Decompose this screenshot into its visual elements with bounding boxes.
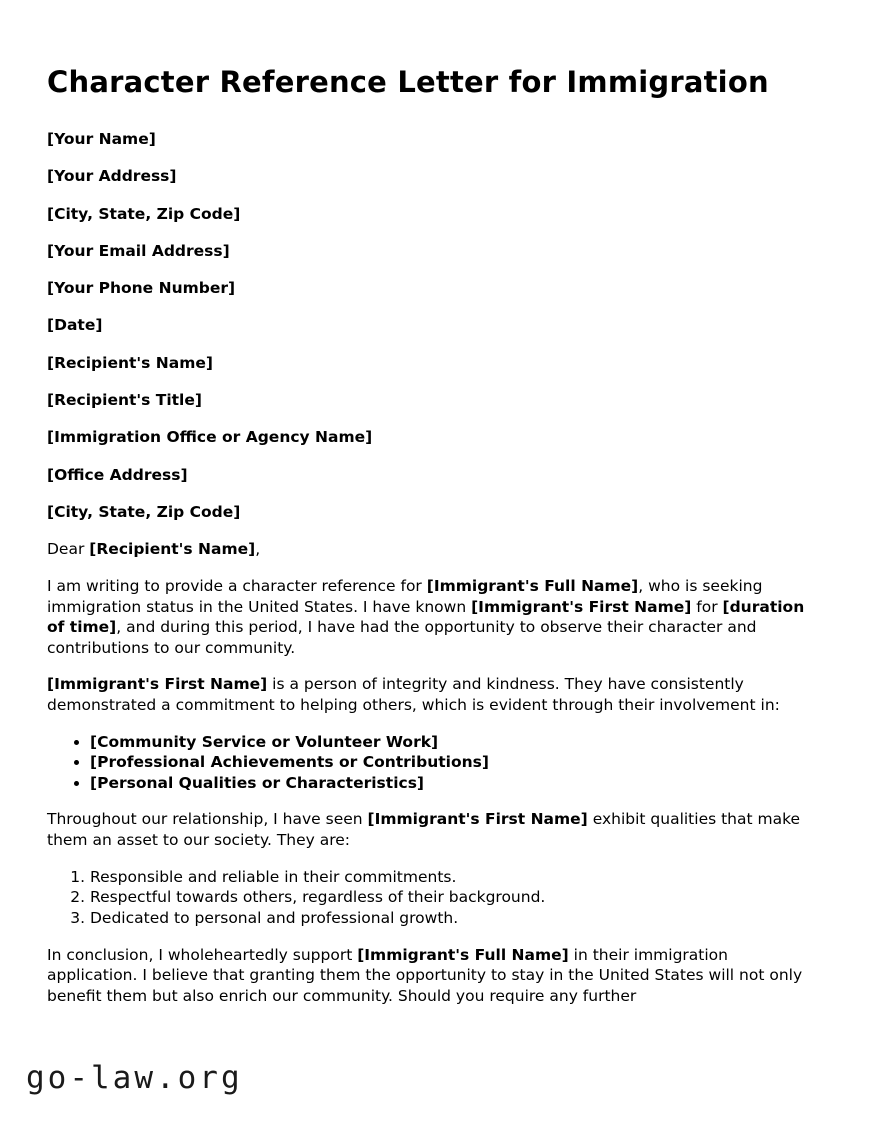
paragraph-character <box>47 674 820 715</box>
letterhead-field: [Immigration Office or Agency Name] <box>47 428 373 447</box>
letterhead-field: [Your Name] <box>47 130 156 148</box>
letterhead-field: [Office Address] <box>47 465 188 484</box>
paragraph-qualities <box>47 809 820 850</box>
text-run: is a person of integrity and kindness. They have consistently demonstrated a commitment to helping others, which is evident through their involvement in: <box>47 675 780 714</box>
letterhead-field: [Your Address] <box>47 167 177 186</box>
text-run: I am writing to provide a character reference for <box>47 577 427 596</box>
involvement-item: • [Personal Qualities or Characteristics] <box>90 773 820 794</box>
qualities-list <box>47 867 820 929</box>
placeholder-token: [Immigrant's Full Name] <box>426 577 639 596</box>
letterhead-field: [Your Email Address] <box>47 241 230 260</box>
letterhead-field: [Recipient's Title] <box>47 391 202 410</box>
letterhead <box>47 129 820 523</box>
letterhead-field: [Your Phone Number] <box>47 279 236 298</box>
letterhead-field: [Date] <box>47 316 103 335</box>
text-run: Throughout our relationship, I have seen <box>47 810 368 829</box>
placeholder-token: [duration of time] <box>47 597 805 637</box>
placeholder-token: [Immigrant's First Name] <box>367 810 588 829</box>
involvement-item: • [Professional Achievements or Contributions] <box>90 752 820 773</box>
text-run: , and during this period, I have had the opportunity to observe their character and contributions to our community. <box>47 618 757 657</box>
involvement-item: • [Community Service or Volunteer Work] <box>90 732 820 753</box>
text-run: exhibit qualities that make them an asset to our society. They are: <box>47 810 801 849</box>
watermark: go-law.org <box>26 1060 243 1096</box>
involvement-list <box>47 732 820 794</box>
quality-item: 1. Responsible and reliable in their commitments. <box>90 867 820 888</box>
paragraph-conclusion <box>47 945 820 1007</box>
text-run: for <box>691 597 723 616</box>
placeholder-token: [Immigrant's First Name] <box>47 675 268 694</box>
letterhead-field: [City, State, Zip Code] <box>47 204 241 223</box>
paragraph-intro <box>47 576 820 658</box>
text-run: , <box>255 540 261 559</box>
document-title: Character Reference Letter for Immigration <box>47 65 769 99</box>
text-run: , who is seeking immigration status in the United States. I have known <box>47 577 763 616</box>
text-run: In conclusion, I wholeheartedly support <box>47 945 358 964</box>
placeholder-token: [Immigrant's First Name] <box>471 597 692 616</box>
letterhead-field: [City, State, Zip Code] <box>47 502 241 521</box>
quality-item: 3. Dedicated to personal and professional growth. <box>90 908 820 929</box>
placeholder-token: [Immigrant's Full Name] <box>357 945 569 964</box>
letterhead-field: [Recipient's Name] <box>47 353 213 372</box>
text-run: Dear <box>47 540 90 559</box>
quality-item: 2. Respectful towards others, regardless of their background. <box>90 887 820 908</box>
placeholder-token: [Recipient's Name] <box>89 540 256 559</box>
text-run: in their immigration application. I believe that granting them the opportunity to stay in the United States will not only benefit them but also enrich our community. Should you require any further <box>47 945 803 1005</box>
salutation <box>47 539 820 560</box>
